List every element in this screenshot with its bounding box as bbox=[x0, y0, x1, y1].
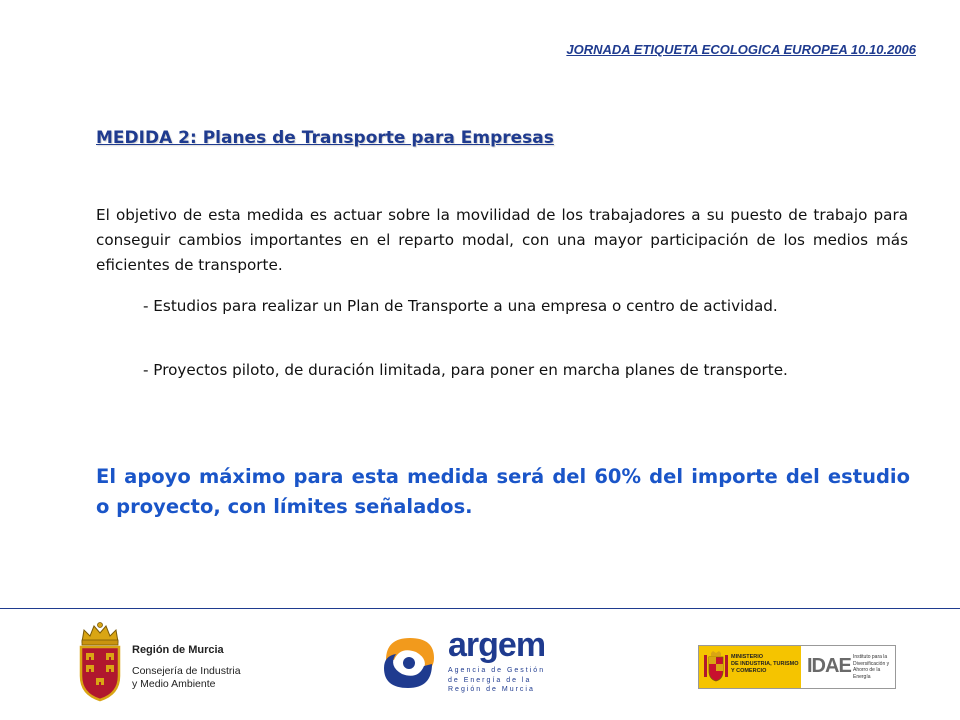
argem-line-1: Agencia de Gestión bbox=[448, 667, 546, 674]
murcia-line-1: Consejería de Industria bbox=[132, 665, 241, 677]
murcia-crest-icon bbox=[76, 620, 124, 702]
argem-subtitle bbox=[448, 666, 545, 695]
argem-logo bbox=[376, 626, 556, 698]
idae-line-1: Instituto para la bbox=[853, 654, 888, 660]
support-highlight: El apoyo máximo para esta medida será del 60% del importe del estudio o proyecto, con límites señalados. bbox=[96, 465, 910, 518]
ministry-text bbox=[731, 654, 799, 675]
murcia-subtitle bbox=[132, 665, 241, 691]
ministry-panel bbox=[699, 646, 801, 688]
spain-shield-icon bbox=[703, 651, 729, 683]
murcia-logo bbox=[72, 618, 292, 704]
argem-name: argem bbox=[448, 626, 546, 664]
footer-divider bbox=[0, 608, 960, 609]
murcia-line-2: y Medio Ambiente bbox=[132, 678, 216, 690]
argem-swirl-icon bbox=[376, 630, 442, 694]
slide-title: MEDIDA 2: Planes de Transporte para Empresas bbox=[96, 128, 554, 148]
bullet-item: - Estudios para realizar un Plan de Transporte a una empresa o centro de actividad. bbox=[143, 297, 778, 315]
argem-line-3: Región de Murcia bbox=[448, 686, 535, 693]
idae-line-3: Ahorro de la Energía bbox=[853, 667, 881, 680]
idae-name: IDAE bbox=[807, 655, 851, 677]
idae-line-2: Diversificación y bbox=[853, 660, 890, 667]
idae-text bbox=[853, 654, 895, 680]
bullet-item: - Proyectos piloto, de duración limitada, para poner en marcha planes de transporte. bbox=[143, 361, 788, 379]
ministry-idae-logo bbox=[698, 645, 896, 689]
ministry-line-3: Y COMERCIO bbox=[731, 668, 767, 674]
murcia-title: Región de Murcia bbox=[132, 644, 224, 656]
ministry-line-2: DE INDUSTRIA, TURISMO bbox=[731, 661, 799, 667]
ministry-line-1: MINISTERIO bbox=[731, 654, 764, 660]
header-title: JORNADA ETIQUETA ECOLOGICA EUROPEA 10.10.2006 bbox=[566, 42, 916, 57]
objective-paragraph: El objetivo de esta medida es actuar sobre la movilidad de los trabajadores a su puesto de trabajo para conseguir cambios importantes en el reparto modal, con una mayor participación de los medios más eficientes de transporte. bbox=[96, 206, 908, 274]
argem-line-2: de Energía de la bbox=[448, 676, 532, 684]
idae-panel bbox=[801, 646, 895, 688]
